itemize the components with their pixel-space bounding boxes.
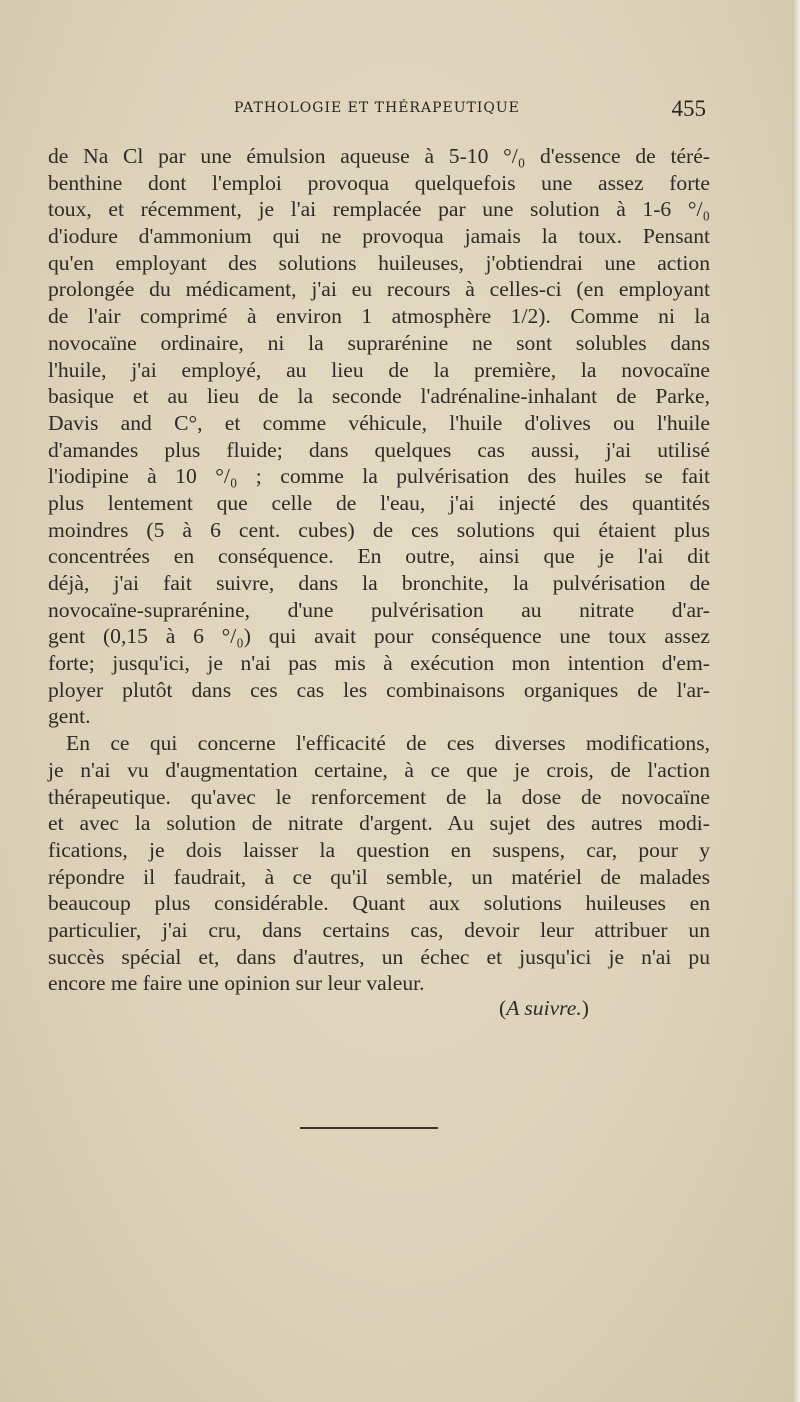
continuation-open: ( (499, 996, 507, 1020)
text-line: d'iodure d'ammonium qui ne provoqua jamais la toux. Pensant (48, 224, 710, 249)
text-line: répondre il faudrait, à ce qu'il semble, un matériel de malades (48, 864, 710, 889)
text-line: et avec la solution de nitrate d'argent. Au sujet des autres modi- (48, 811, 710, 836)
text-line: gent (0,15 à 6 °/₀) qui avait pour conséquence une toux assez (48, 624, 710, 649)
continuation-close: ) (581, 996, 589, 1020)
text-line: de l'air comprimé à environ 1 atmosphère 1/2). Comme ni la (48, 304, 710, 329)
text-line: qu'en employant des solutions huileuses, j'obtiendrai une action (48, 250, 710, 275)
text-line: novocaïne ordinaire, ni la suprarénine ne sont solubles dans (48, 330, 710, 355)
text-line: l'iodipine à 10 °/₀ ; comme la pulvérisation des huiles se fait (48, 464, 710, 489)
page-header (48, 96, 710, 124)
text-line: beaucoup plus considérable. Quant aux solutions huileuses en (48, 891, 710, 916)
text-line: d'amandes plus fluide; dans quelques cas aussi, j'ai utilisé (48, 437, 710, 462)
text-line: moindres (5 à 6 cent. cubes) de ces solutions qui étaient plus (48, 517, 710, 542)
text-line: gent. (48, 704, 91, 729)
running-head: PATHOLOGIE ET THÉRAPEUTIQUE (234, 100, 520, 116)
text-line: basique et au lieu de la seconde l'adrénaline-inhalant de Parke, (48, 384, 710, 409)
page-number: 455 (671, 96, 706, 121)
text-line: ployer plutôt dans ces cas les combinaisons organiques de l'ar- (48, 677, 710, 702)
text-line: thérapeutique. qu'avec le renforcement de la dose de novocaïne (48, 784, 710, 809)
text-line: succès spécial et, dans d'autres, un échec et jusqu'ici je n'ai pu (48, 944, 710, 969)
text-line: je n'ai vu d'augmentation certaine, à ce que je crois, de l'action (48, 757, 710, 782)
text-line: benthine dont l'emploi provoqua quelquefois une assez forte (48, 170, 710, 195)
text-line: particulier, j'ai cru, dans certains cas, devoir leur attribuer un (48, 917, 710, 942)
text-line: forte; jusqu'ici, je n'ai pas mis à exécution mon intention d'em- (48, 651, 710, 676)
text-line: concentrées en conséquence. En outre, ainsi que je l'ai dit (48, 544, 710, 569)
text-line: l'huile, j'ai employé, au lieu de la première, la novocaïne (48, 357, 710, 382)
text-line: encore me faire une opinion sur leur valeur. (48, 971, 425, 996)
text-line: toux, et récemment, je l'ai remplacée par une solution à 1-6 °/₀ (48, 197, 710, 222)
text-line: novocaïne-suprarénine, d'une pulvérisation au nitrate d'ar- (48, 597, 710, 622)
continuation-note (499, 996, 589, 1021)
text-line: En ce qui concerne l'efficacité de ces diverses modifications, (66, 731, 710, 756)
text-line: de Na Cl par une émulsion aqueuse à 5-10 °/₀ d'essence de téré- (48, 144, 710, 168)
body-text (48, 143, 710, 997)
text-line: plus lentement que celle de l'eau, j'ai injecté des quantités (48, 490, 710, 515)
continuation-text: A suivre. (506, 996, 582, 1020)
text-line: fications, je dois laisser la question en suspens, car, pour y (48, 837, 710, 862)
text-line: Davis and C°, et comme véhicule, l'huile d'olives ou l'huile (48, 410, 710, 435)
text-line: déjà, j'ai fait suivre, dans la bronchite, la pulvérisation de (48, 571, 710, 595)
section-divider (300, 1127, 438, 1129)
text-line: prolongée du médicament, j'ai eu recours à celles-ci (en employant (48, 277, 710, 302)
page-edge (792, 0, 800, 1402)
